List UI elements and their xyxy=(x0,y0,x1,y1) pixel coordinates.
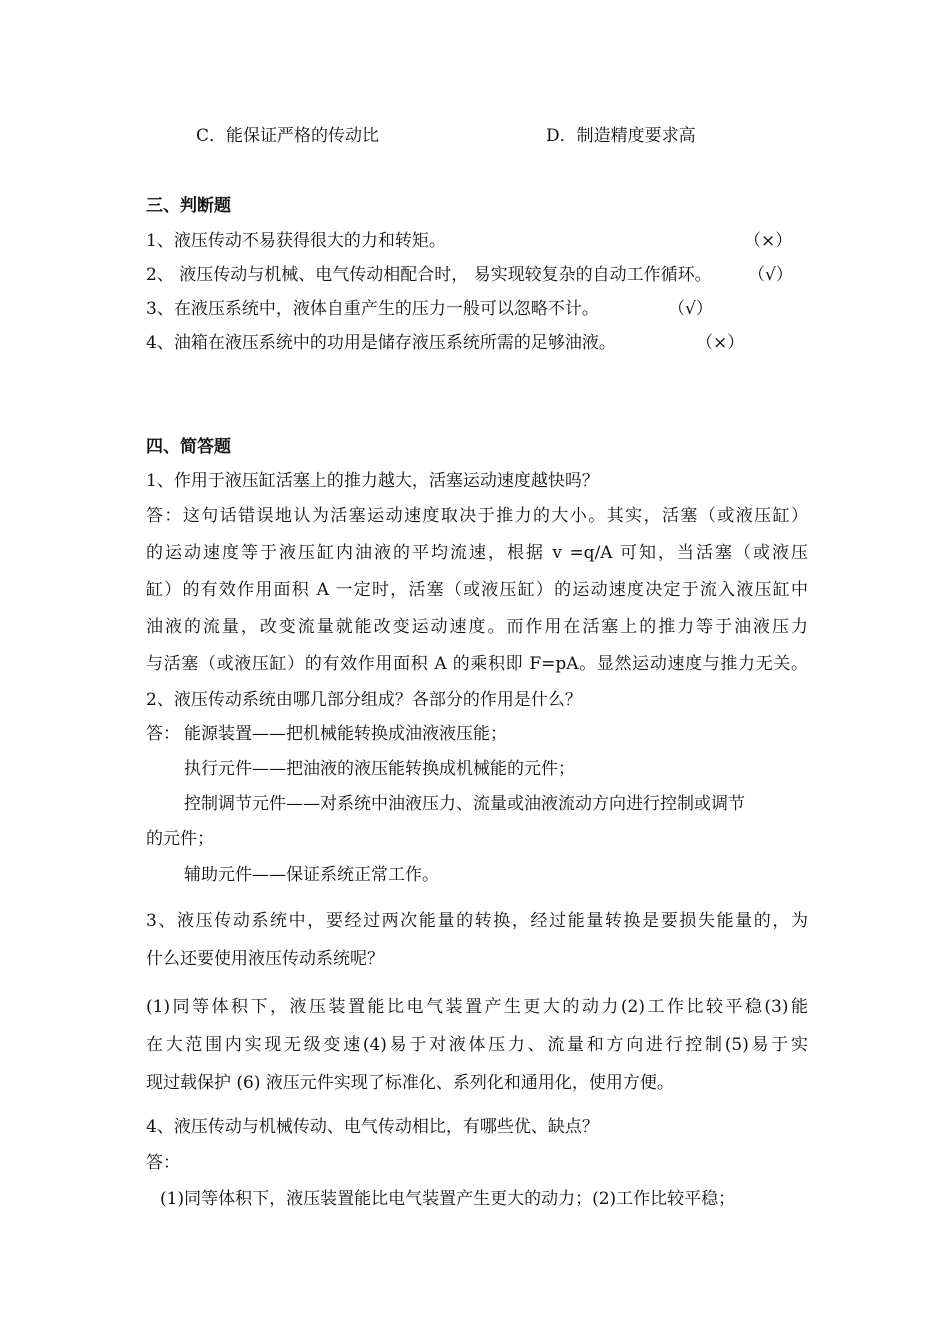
q2-answer-line-3a: 控制调节元件——对系统中油液压力、流量或油液流动方向进行控制或调节 xyxy=(184,794,745,814)
judgment-mark-1: （×） xyxy=(744,231,793,251)
judgment-mark-4: （×） xyxy=(696,333,745,353)
q2-answer-line-1: 能源装置——把机械能转换成油液液压能； xyxy=(184,724,507,744)
judgment-item-3: 3、在液压系统中，液体自重产生的压力一般可以忽略不计。 xyxy=(146,299,599,319)
q2-answer-line-2: 执行元件——把油液的液压能转换成机械能的元件； xyxy=(184,759,575,779)
judgment-mark-2: （√） xyxy=(748,265,793,285)
judgment-item-2: 2、 液压传动与机械、电气传动相配合时， 易实现较复杂的自动工作循环。 xyxy=(146,265,712,285)
q4-question: 4、液压传动与机械传动、电气传动相比，有哪些优、缺点？ xyxy=(146,1117,599,1137)
judgment-mark-3: （√） xyxy=(668,299,713,319)
q3-answer-line-1: (1)同等体积下，液压装置能比电气装置产生更大的动力(2)工作比较平稳(3)能 xyxy=(146,997,808,1017)
q1-answer-line-3: 缸）的有效作用面积 A 一定时，活塞（或液压缸）的运动速度决定于流入液压缸中 xyxy=(146,580,808,600)
q3-question-line-2: 什么还要使用液压传动系统呢？ xyxy=(146,949,384,969)
q1-answer-line-2: 的运动速度等于液压缸内油液的平均流速，根据 v =q/A 可知，当活塞（或液压 xyxy=(146,543,808,563)
option-c: C．能保证严格的传动比 xyxy=(196,126,380,146)
q1-answer-line-1: 答：这句话错误地认为活塞运动速度取决于推力的大小。其实，活塞（或液压缸） xyxy=(146,506,808,526)
q3-answer-line-3: 现过载保护 (6) 液压元件实现了标准化、系列化和通用化，使用方便。 xyxy=(146,1073,674,1093)
q2-answer-line-3b: 的元件； xyxy=(146,829,214,849)
section-title-judgment: 三、判断题 xyxy=(146,196,231,216)
q1-question: 1、作用于液压缸活塞上的推力越大，活塞运动速度越快吗？ xyxy=(146,471,599,491)
q2-answer-line-4: 辅助元件——保证系统正常工作。 xyxy=(184,865,439,885)
judgment-item-1: 1、液压传动不易获得很大的力和转矩。 xyxy=(146,231,446,251)
q4-answer-line-1: (1)同等体积下，液压装置能比电气装置产生更大的动力；(2)工作比较平稳； xyxy=(160,1189,736,1209)
q1-answer-line-4: 油液的流量，改变流量就能改变运动速度。而作用在活塞上的推力等于油液压力 xyxy=(146,617,808,637)
q2-question: 2、液压传动系统由哪几部分组成？各部分的作用是什么？ xyxy=(146,690,582,710)
option-d: D．制造精度要求高 xyxy=(546,126,696,146)
judgment-item-4: 4、油箱在液压系统中的功用是储存液压系统所需的足够油液。 xyxy=(146,333,616,353)
section-title-short-answer: 四、简答题 xyxy=(146,437,231,457)
q3-question-line-1: 3、液压传动系统中，要经过两次能量的转换，经过能量转换是要损失能量的，为 xyxy=(146,911,808,931)
q1-answer-line-5: 与活塞（或液压缸）的有效作用面积 A 的乘积即 F=pA。显然运动速度与推力无关。 xyxy=(146,654,808,674)
q2-answer-prefix: 答： xyxy=(146,724,180,744)
q3-answer-line-2: 在大范围内实现无级变速(4)易于对液体压力、流量和方向进行控制(5)易于实 xyxy=(146,1035,808,1055)
q4-answer-prefix: 答： xyxy=(146,1153,180,1173)
